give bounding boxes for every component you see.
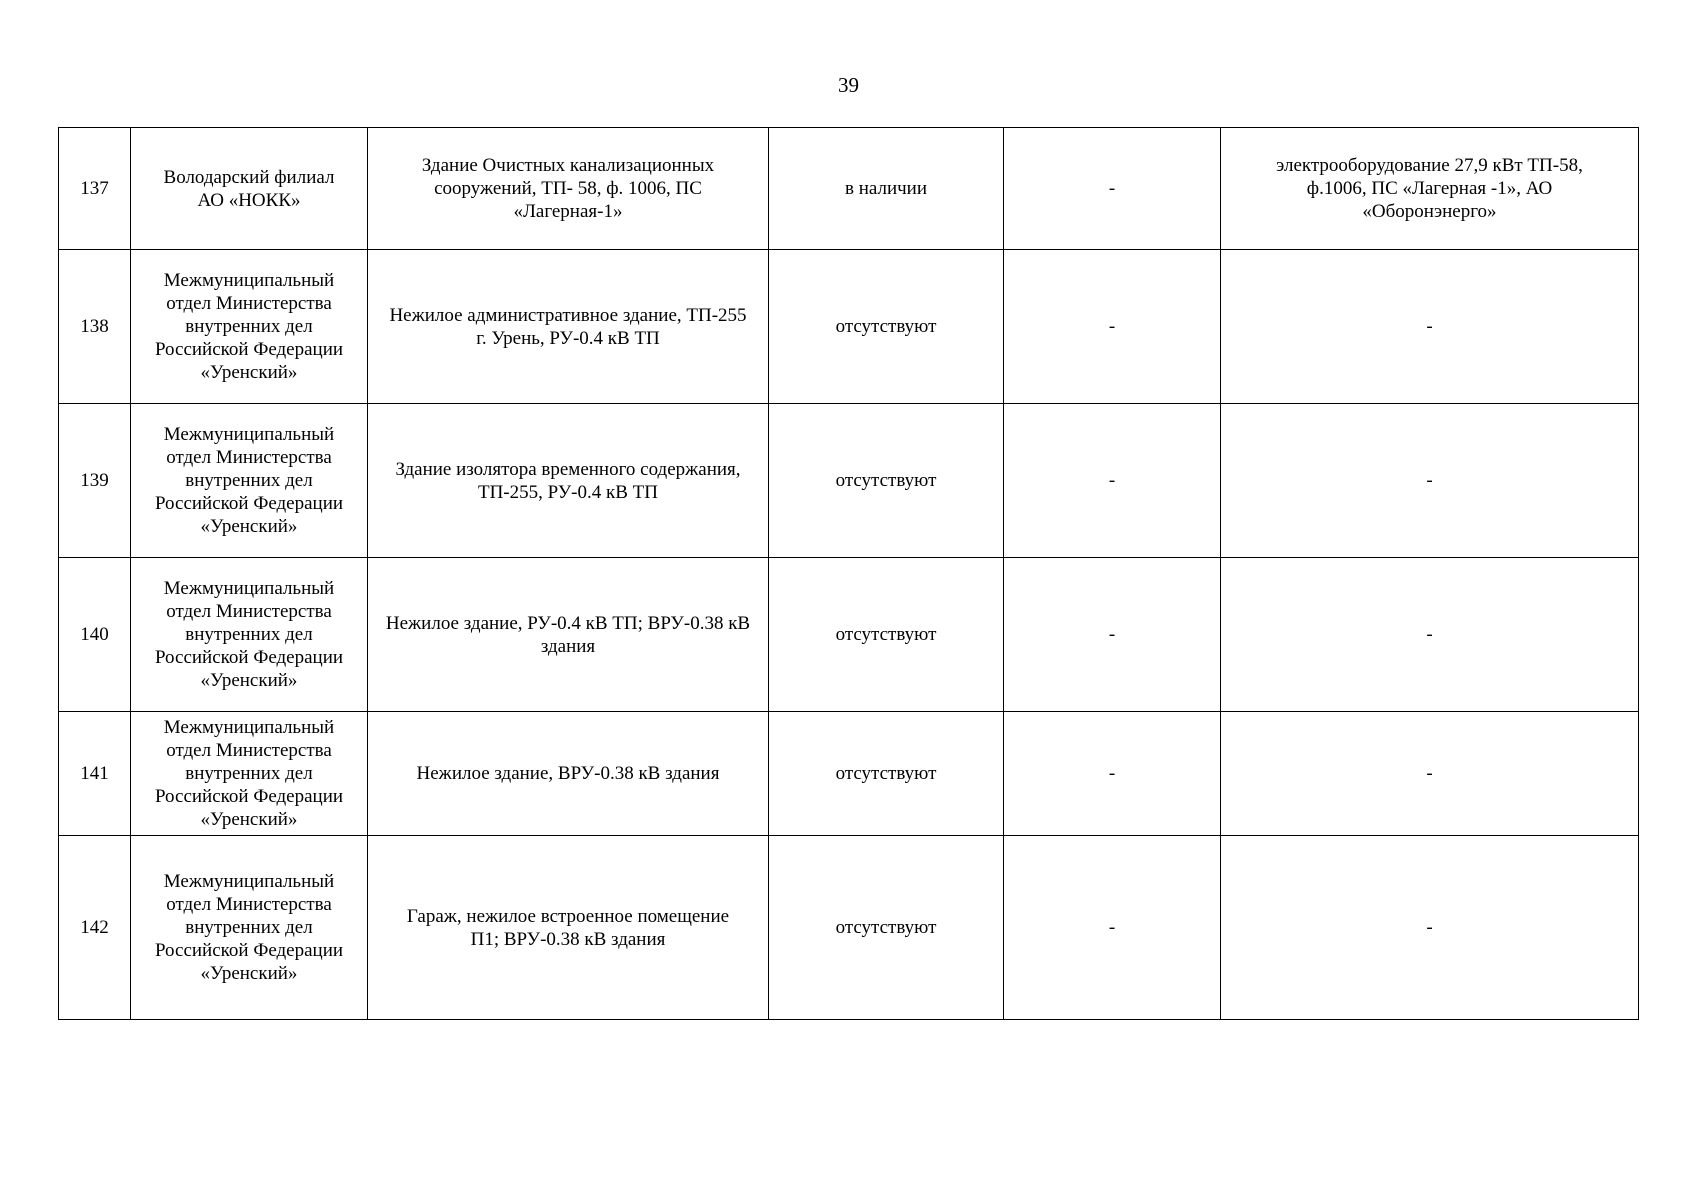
object-cell: Нежилое здание, ВРУ-0.38 кВ здания: [368, 712, 769, 836]
page-number: 39: [838, 73, 859, 97]
status-cell: отсутствуют: [769, 558, 1004, 712]
status-cell: в наличии: [769, 128, 1004, 250]
equipment-cell: -: [1221, 836, 1639, 1020]
organization-cell: Межмуниципальный отдел Министерства внутренних дел Российской Федерации «Уренский»: [131, 404, 368, 558]
equipment-cell: электрооборудование 27,9 кВт ТП-58, ф.1006, ПС «Лагерная -1», АО «Оборонэнерго»: [1221, 128, 1639, 250]
object-cell: Гараж, нежилое встроенное помещение П1; ВРУ-0.38 кВ здания: [368, 836, 769, 1020]
row-number-cell: 137: [59, 128, 131, 250]
status-cell: отсутствуют: [769, 712, 1004, 836]
object-cell: Нежилое административное здание, ТП-255 г. Урень, РУ-0.4 кВ ТП: [368, 250, 769, 404]
organization-cell: Володарский филиал АО «НОКК»: [131, 128, 368, 250]
status-cell: отсутствуют: [769, 836, 1004, 1020]
dash-cell: -: [1004, 404, 1221, 558]
organization-cell: Межмуниципальный отдел Министерства внутренних дел Российской Федерации «Уренский»: [131, 558, 368, 712]
object-cell: Здание изолятора временного содержания, ТП-255, РУ-0.4 кВ ТП: [368, 404, 769, 558]
table-row: [59, 558, 1639, 712]
dash-cell: -: [1004, 836, 1221, 1020]
equipment-cell: -: [1221, 712, 1639, 836]
dash-cell: -: [1004, 558, 1221, 712]
organization-cell: Межмуниципальный отдел Министерства внутренних дел Российской Федерации «Уренский»: [131, 250, 368, 404]
equipment-cell: -: [1221, 404, 1639, 558]
dash-cell: -: [1004, 712, 1221, 836]
organization-cell: Межмуниципальный отдел Министерства внутренних дел Российской Федерации «Уренский»: [131, 836, 368, 1020]
row-number-cell: 140: [59, 558, 131, 712]
row-number-cell: 138: [59, 250, 131, 404]
row-number-cell: 141: [59, 712, 131, 836]
data-table: [58, 127, 1639, 1020]
object-cell: Здание Очистных канализационных сооружений, ТП- 58, ф. 1006, ПС «Лагерная-1»: [368, 128, 769, 250]
table-row: [59, 404, 1639, 558]
status-cell: отсутствуют: [769, 404, 1004, 558]
object-cell: Нежилое здание, РУ-0.4 кВ ТП; ВРУ-0.38 кВ здания: [368, 558, 769, 712]
table-row: [59, 836, 1639, 1020]
dash-cell: -: [1004, 250, 1221, 404]
equipment-cell: -: [1221, 250, 1639, 404]
table-row: [59, 128, 1639, 250]
table-row: [59, 712, 1639, 836]
status-cell: отсутствуют: [769, 250, 1004, 404]
dash-cell: -: [1004, 128, 1221, 250]
organization-cell: Межмуниципальный отдел Министерства внутренних дел Российской Федерации «Уренский»: [131, 712, 368, 836]
table-row: [59, 250, 1639, 404]
row-number-cell: 142: [59, 836, 131, 1020]
row-number-cell: 139: [59, 404, 131, 558]
equipment-cell: -: [1221, 558, 1639, 712]
